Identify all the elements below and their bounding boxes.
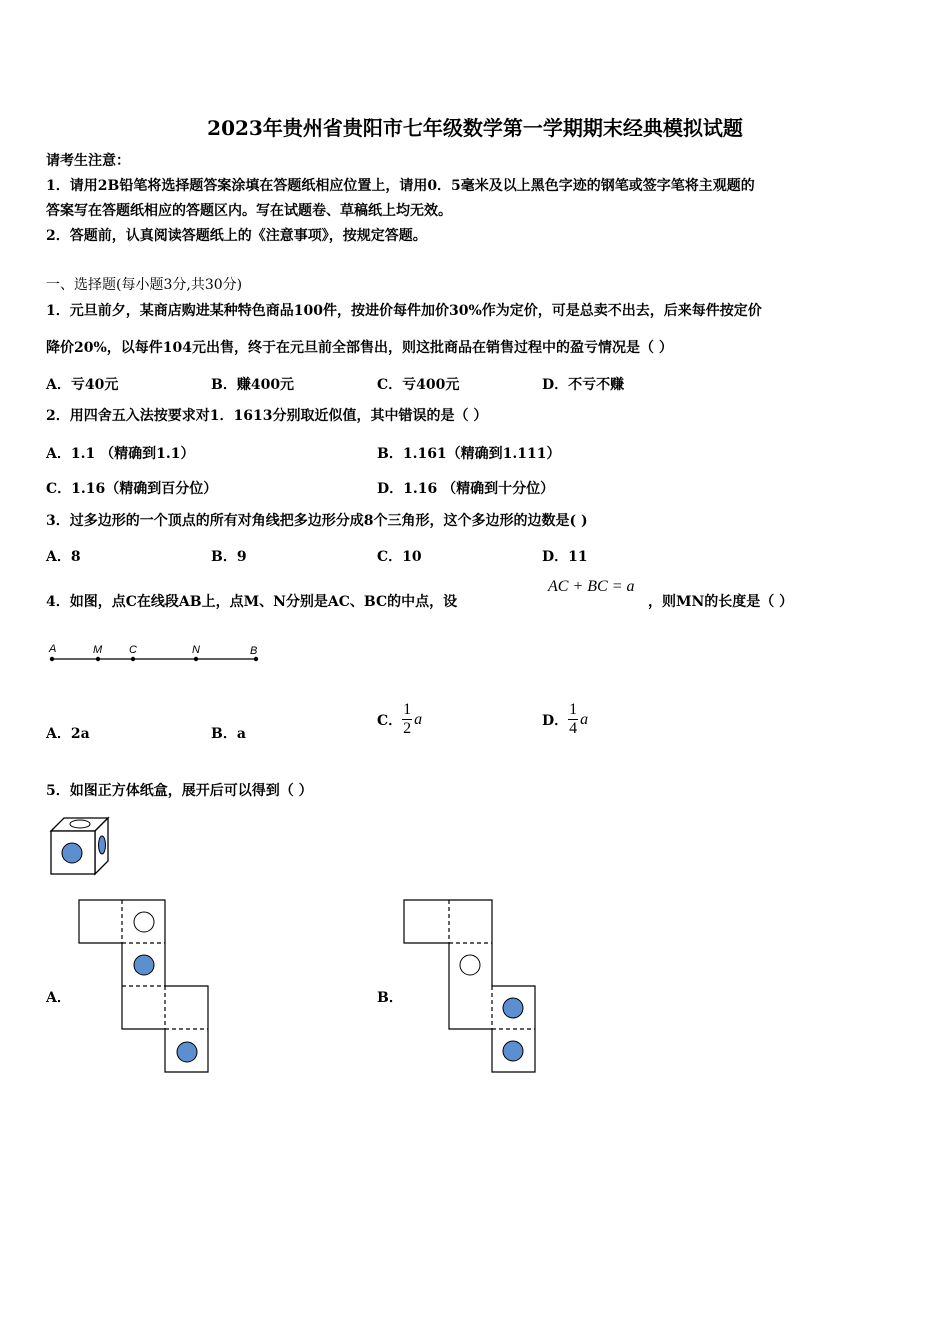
open-circle — [460, 955, 480, 975]
notice-heading: 请考生注意： — [46, 153, 130, 169]
q4-option-c-label: C． — [377, 712, 403, 729]
q4-stem-after: ，则MN的长度是（ ） — [648, 594, 794, 610]
q1-line-2: 降价20%，以每件104元出售，终于在元旦前全部售出，则这批商品在销售过程中的盈亏情况是（ ） — [46, 340, 673, 356]
q4-option-c-fraction — [402, 701, 412, 738]
q5-option-a-label: A． — [46, 990, 71, 1006]
q4-option-d — [542, 701, 588, 738]
q2-option-c: C．1.16（精确到百分位） — [46, 481, 218, 497]
notice-line-2: 答案写在答题纸相应的答题区内。写在试题卷、草稿纸上均无效。 — [46, 203, 452, 219]
point-a — [50, 657, 54, 661]
q2-option-a: A．1.1 （精确到1.1） — [46, 446, 195, 462]
q3-option-a: A．8 — [46, 549, 81, 565]
notice-line-1: 1．请用2B铅笔将选择题答案涂填在答题纸相应位置上，请用0．5毫米及以上黑色字迹的钢笔或签字笔将主观题的 — [46, 178, 755, 194]
q3-option-b: B．9 — [211, 549, 247, 565]
q3-option-c: C．10 — [377, 549, 422, 565]
q4-option-a: A．2a — [46, 726, 90, 742]
fraction-variable: a — [414, 710, 423, 728]
point-c — [131, 657, 135, 661]
net-option-b — [403, 899, 539, 1075]
point-b — [254, 657, 258, 661]
notice-line-3: 2．答题前，认真阅读答题纸上的《注意事项》，按规定答题。 — [46, 228, 427, 244]
q1-option-c: C．亏400元 — [377, 377, 460, 393]
label-c: C — [129, 644, 137, 656]
front-filled-circle — [62, 843, 82, 863]
fraction-denominator: 2 — [403, 720, 412, 737]
fraction-numerator: 1 — [403, 701, 412, 718]
q2-option-b: B．1.161（精确到1.111） — [377, 446, 561, 462]
filled-circle — [503, 1041, 523, 1061]
top-open-circle — [70, 820, 90, 828]
point-m — [96, 657, 100, 661]
q1-line-1: 1．元旦前夕，某商店购进某种特色商品100件，按进价每件加价30%作为定价，可是总卖不出去，后来每件按定价 — [46, 303, 762, 319]
line-segment-figure — [44, 638, 270, 670]
open-circle — [134, 912, 154, 932]
label-b: B — [250, 645, 258, 657]
q4-formula: AC + BC = a — [548, 578, 635, 595]
q3-stem: 3．过多边形的一个顶点的所有对角线把多边形分成8个三角形，这个多边形的边数是( ) — [46, 513, 588, 529]
point-n — [194, 657, 198, 661]
fraction-numerator: 1 — [569, 701, 578, 718]
q2-stem: 2．用四舍五入法按要求对1．1613分别取近似值，其中错误的是（ ） — [46, 408, 488, 424]
q4-option-b: B．a — [211, 726, 246, 742]
fraction-variable: a — [580, 710, 589, 728]
fraction-denominator: 4 — [569, 720, 578, 737]
q4-option-d-label: D． — [542, 712, 569, 729]
q3-option-d: D．11 — [542, 549, 588, 565]
q5-option-b-label: B． — [377, 990, 403, 1006]
filled-circle — [134, 955, 154, 975]
q5-stem: 5．如图正方体纸盒，展开后可以得到（ ） — [46, 783, 313, 799]
q1-option-d: D．不亏不赚 — [542, 377, 625, 393]
filled-circle — [503, 998, 523, 1018]
q4-stem-before: 4．如图，点C在线段AB上，点M、N分别是AC、BC的中点，设 — [46, 594, 458, 610]
q4-option-c — [377, 701, 422, 738]
q2-option-d: D．1.16 （精确到十分位） — [377, 481, 555, 497]
cube-figure — [46, 813, 116, 879]
net-option-a — [78, 899, 212, 1075]
section-heading: 一、选择题(每小题3分,共30分) — [46, 277, 243, 293]
q1-option-b: B．赚400元 — [211, 377, 295, 393]
q4-option-d-fraction — [568, 701, 578, 738]
page-title: 2023年贵州省贵阳市七年级数学第一学期期末经典模拟试题 — [207, 116, 743, 140]
q1-option-a: A．亏40元 — [46, 377, 119, 393]
side-filled-circle — [99, 836, 106, 854]
label-n: N — [192, 644, 200, 656]
filled-circle — [177, 1042, 197, 1062]
label-m: M — [93, 644, 103, 656]
label-a: A — [49, 643, 57, 655]
